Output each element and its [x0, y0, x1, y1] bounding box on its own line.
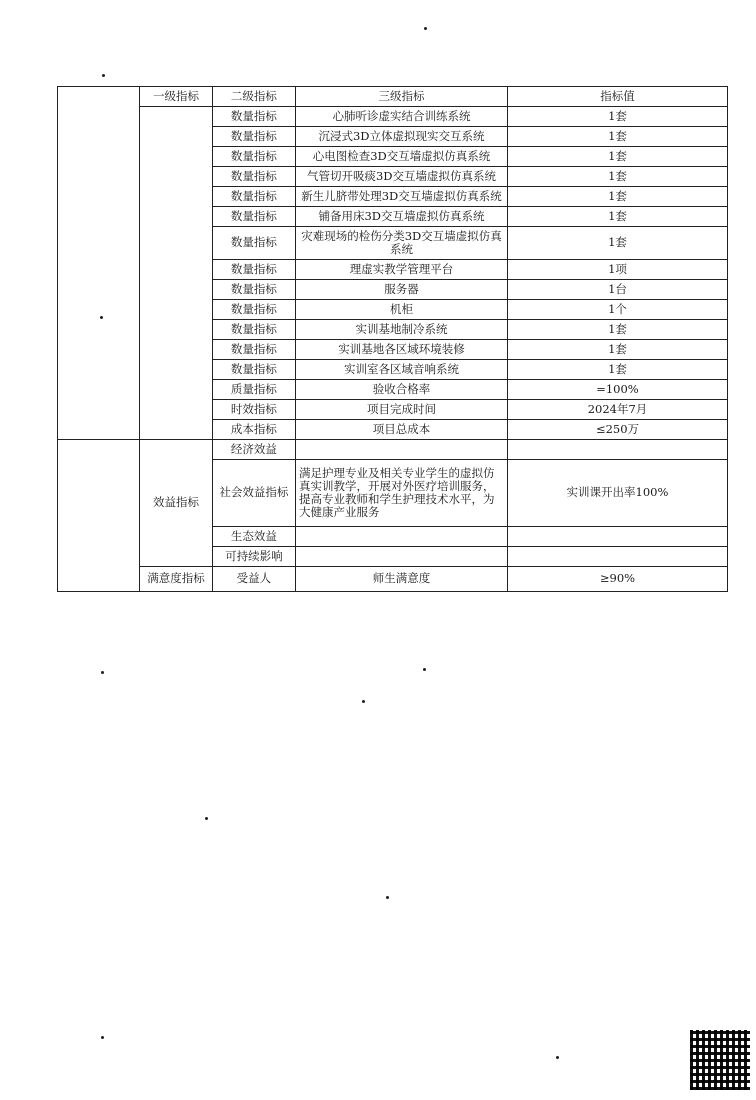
value-cell: 1套 — [507, 187, 727, 207]
level2-cell: 数量指标 — [212, 207, 295, 227]
level3-cell: 机柜 — [296, 300, 508, 320]
level2-cell: 经济效益 — [212, 440, 295, 460]
satisfaction-level1-cell: 满意度指标 — [140, 567, 212, 592]
output-level1-cell — [140, 107, 212, 440]
level3-cell: 实训基地制冷系统 — [296, 320, 508, 340]
level2-cell: 成本指标 — [212, 420, 295, 440]
level2-cell: 数量指标 — [212, 300, 295, 320]
value-cell: ≤250万 — [507, 420, 727, 440]
level2-cell: 数量指标 — [212, 360, 295, 380]
header-level1: 一级指标 — [140, 87, 212, 107]
value-cell: 1套 — [507, 107, 727, 127]
level3-cell: 铺备用床3D交互墙虚拟仿真系统 — [296, 207, 508, 227]
value-cell: 1台 — [507, 280, 727, 300]
level2-cell: 数量指标 — [212, 320, 295, 340]
level2-cell: 可持续影响 — [212, 547, 295, 567]
scan-speck — [424, 27, 427, 30]
value-cell: 1套 — [507, 340, 727, 360]
level2-cell: 数量指标 — [212, 147, 295, 167]
value-cell: 1套 — [507, 167, 727, 187]
value-cell: 1套 — [507, 227, 727, 260]
value-cell: 1套 — [507, 147, 727, 167]
level3-cell: 心肺听诊虚实结合训练系统 — [296, 107, 508, 127]
level2-cell: 数量指标 — [212, 260, 295, 280]
scan-speck — [556, 1056, 559, 1059]
level3-cell: 验收合格率 — [296, 380, 508, 400]
table-header-row — [58, 87, 728, 107]
level3-cell — [296, 527, 508, 547]
level2-cell: 数量指标 — [212, 280, 295, 300]
level3-cell: 沉浸式3D立体虚拟现实交互系统 — [296, 127, 508, 147]
level3-cell: 灾难现场的检伤分类3D交互墙虚拟仿真系统 — [296, 227, 508, 260]
table-row — [58, 107, 728, 127]
level3-cell: 心电图检查3D交互墙虚拟仿真系统 — [296, 147, 508, 167]
level2-cell: 数量指标 — [212, 167, 295, 187]
scan-speck — [386, 896, 389, 899]
level3-cell: 实训基地各区域环境装修 — [296, 340, 508, 360]
level2-cell: 社会效益指标 — [212, 460, 295, 527]
level3-cell: 实训室各区域音响系统 — [296, 360, 508, 380]
level3-cell: 项目完成时间 — [296, 400, 508, 420]
header-level3: 三级指标 — [296, 87, 508, 107]
performance-indicator-table — [57, 86, 728, 592]
value-cell — [507, 547, 727, 567]
level3-cell: 服务器 — [296, 280, 508, 300]
level3-cell — [296, 440, 508, 460]
value-cell — [507, 440, 727, 460]
level2-cell: 数量指标 — [212, 107, 295, 127]
header-level2: 二级指标 — [212, 87, 295, 107]
outer-merged-cell — [58, 87, 140, 440]
scan-speck — [101, 1036, 104, 1039]
value-cell: 1个 — [507, 300, 727, 320]
level2-cell: 受益人 — [212, 567, 295, 592]
scan-speck — [101, 671, 104, 674]
level3-cell: 新生儿脐带处理3D交互墙虚拟仿真系统 — [296, 187, 508, 207]
scan-speck — [100, 316, 103, 319]
scan-speck — [362, 700, 365, 703]
level3-cell — [296, 547, 508, 567]
value-cell: ≥90% — [507, 567, 727, 592]
level3-cell: 气管切开吸痰3D交互墙虚拟仿真系统 — [296, 167, 508, 187]
outer-merged-cell-lower — [58, 440, 140, 592]
level2-cell: 数量指标 — [212, 127, 295, 147]
value-cell: 2024年7月 — [507, 400, 727, 420]
level3-cell: 项目总成本 — [296, 420, 508, 440]
level3-cell: 理虚实教学管理平台 — [296, 260, 508, 280]
value-cell — [507, 527, 727, 547]
level2-cell: 数量指标 — [212, 187, 295, 207]
scan-speck — [423, 668, 426, 671]
value-cell: 1项 — [507, 260, 727, 280]
value-cell: 1套 — [507, 207, 727, 227]
level3-cell: 师生满意度 — [296, 567, 508, 592]
level2-cell: 数量指标 — [212, 340, 295, 360]
level2-cell: 时效指标 — [212, 400, 295, 420]
scan-speck — [205, 817, 208, 820]
value-cell: 实训课开出率100% — [507, 460, 727, 527]
value-cell: 1套 — [507, 320, 727, 340]
table-row — [58, 440, 728, 460]
table-row — [58, 567, 728, 592]
qr-code-icon — [690, 1030, 750, 1090]
scan-speck — [102, 74, 105, 77]
benefit-level1-cell: 效益指标 — [140, 440, 212, 567]
level2-cell: 质量指标 — [212, 380, 295, 400]
header-value: 指标值 — [507, 87, 727, 107]
value-cell: 1套 — [507, 360, 727, 380]
value-cell: =100% — [507, 380, 727, 400]
value-cell: 1套 — [507, 127, 727, 147]
level3-cell: 满足护理专业及相关专业学生的虚拟仿真实训教学，开展对外医疗培训服务，提高专业教师和学生护理技术水平，为大健康产业服务 — [296, 460, 508, 527]
level2-cell: 生态效益 — [212, 527, 295, 547]
level2-cell: 数量指标 — [212, 227, 295, 260]
